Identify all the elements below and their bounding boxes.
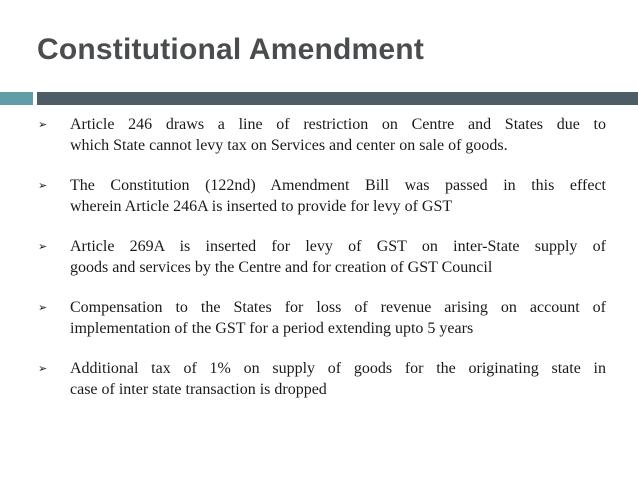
bullet-line: goods and services by the Centre and for creation of GST Council <box>70 259 493 276</box>
list-item <box>38 236 606 278</box>
arrow-bullet-icon: ➢ <box>38 179 48 192</box>
arrow-bullet-icon: ➢ <box>38 362 48 375</box>
list-item <box>38 297 606 339</box>
slide-title: Constitutional Amendment <box>37 33 425 66</box>
bullet-line: case of inter state transaction is dropped <box>70 381 327 398</box>
accent-bar-left <box>0 92 33 105</box>
arrow-bullet-icon: ➢ <box>38 118 48 131</box>
bullet-line: Article 269A is inserted for levy of GST on inter-State supply of <box>70 238 606 255</box>
bullet-line: Article 246 draws a line of restriction on Centre and States due to <box>70 116 606 133</box>
bullet-line: implementation of the GST for a period extending upto 5 years <box>70 320 474 337</box>
list-item <box>38 358 606 400</box>
arrow-bullet-icon: ➢ <box>38 240 48 253</box>
accent-bar-right <box>37 92 638 105</box>
bullet-line: wherein Article 246A is inserted to provide for levy of GST <box>70 198 453 215</box>
bullet-line: Additional tax of 1% on supply of goods for the originating state in <box>70 360 606 377</box>
list-item <box>38 114 606 156</box>
bullet-line: which State cannot levy tax on Services and center on sale of goods. <box>70 137 508 154</box>
bullet-line: Compensation to the States for loss of revenue arising on account of <box>70 299 606 316</box>
arrow-bullet-icon: ➢ <box>38 301 48 314</box>
bullet-list <box>38 114 606 419</box>
list-item <box>38 175 606 217</box>
bullet-line: The Constitution (122nd) Amendment Bill was passed in this effect <box>70 177 606 194</box>
